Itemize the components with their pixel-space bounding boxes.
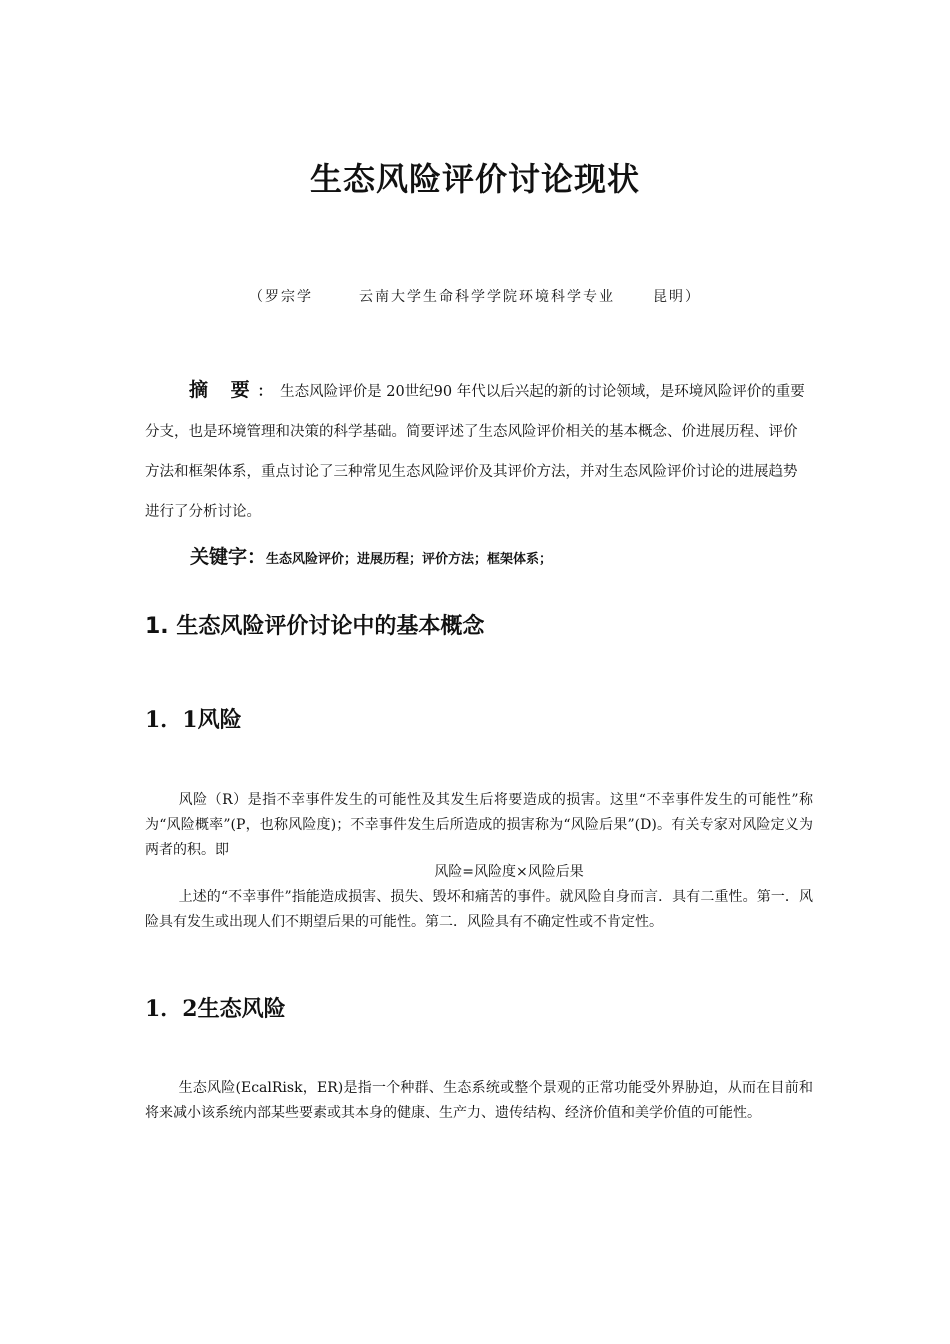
author-close-paren: ） <box>685 289 701 305</box>
document-title: 生态风险评价讨论现状 <box>309 160 640 198</box>
section-1-2-heading <box>145 992 286 1027</box>
abstract-colon: ： <box>257 384 273 400</box>
section-1-1-heading <box>145 703 242 738</box>
author-line <box>0 286 950 308</box>
section-1-2-paragraph-1: 生态风险(EcalRisk，ER)是指一个种群、生态系统或整个景观的正常功能受外界胁迫，从而在目前和将来减小该系统内部某些要素或其本身的健康、生产力、遗传结构、经济价值和美学价值的可能性。 <box>145 1080 813 1121</box>
section-1-1-number: 1．1 <box>145 707 198 733</box>
author-city: 昆明 <box>653 289 685 305</box>
section-1-2-number: 1．2 <box>145 996 198 1022</box>
abstract-text: 生态风险评价是 20世纪90 年代以后兴起的新的讨论领域，是环境风险评价的重要分支，也是环境管理和决策的科学基础。简要评述了生态风险评价相关的基本概念、价进展历程、评价方法和框架体系，重点讨论了三种常见生态风险评价及其评价方法，并对生态风险评价讨论的进展趋势进行了分析讨论。 <box>145 384 805 520</box>
risk-formula: 风险=风险度×风险后果 <box>434 864 584 880</box>
section-1-1-paragraph-1: 风险（R）是指不幸事件发生的可能性及其发生后将要造成的损害。这里“不幸事件发生的可能性”称为“风险概率”(P，也称风险度)；不幸事件发生后所造成的损害称为“风险后果”(D)。有关专家对风险定义为两者的积。即 <box>145 792 813 858</box>
author-name: 罗宗学 <box>265 289 313 305</box>
section-1-heading: 1. 生态风险评价讨论中的基本概念 <box>145 614 485 639</box>
keywords-label: 关键字： <box>190 546 267 568</box>
author-affiliation: 云南大学生命科学学院环境科学专业 <box>359 289 615 305</box>
keywords <box>190 541 552 576</box>
section-1-1-title: 风险 <box>197 708 242 733</box>
abstract-label: 摘 要 <box>189 379 258 401</box>
section-1-1-paragraph-2: 上述的“不幸事件”指能造成损害、损失、毁坏和痛苦的事件。就风险自身而言．具有二重性。第一．风险具有发生或出现人们不期望后果的可能性。第二．风险具有不确定性或不肯定性。 <box>145 889 813 930</box>
section-1-2-title: 生态风险 <box>197 997 286 1022</box>
keywords-text: 生态风险评价；进展历程；评价方法；框架体系； <box>266 552 553 567</box>
author-open-paren: （ <box>249 289 265 305</box>
abstract <box>145 370 810 532</box>
